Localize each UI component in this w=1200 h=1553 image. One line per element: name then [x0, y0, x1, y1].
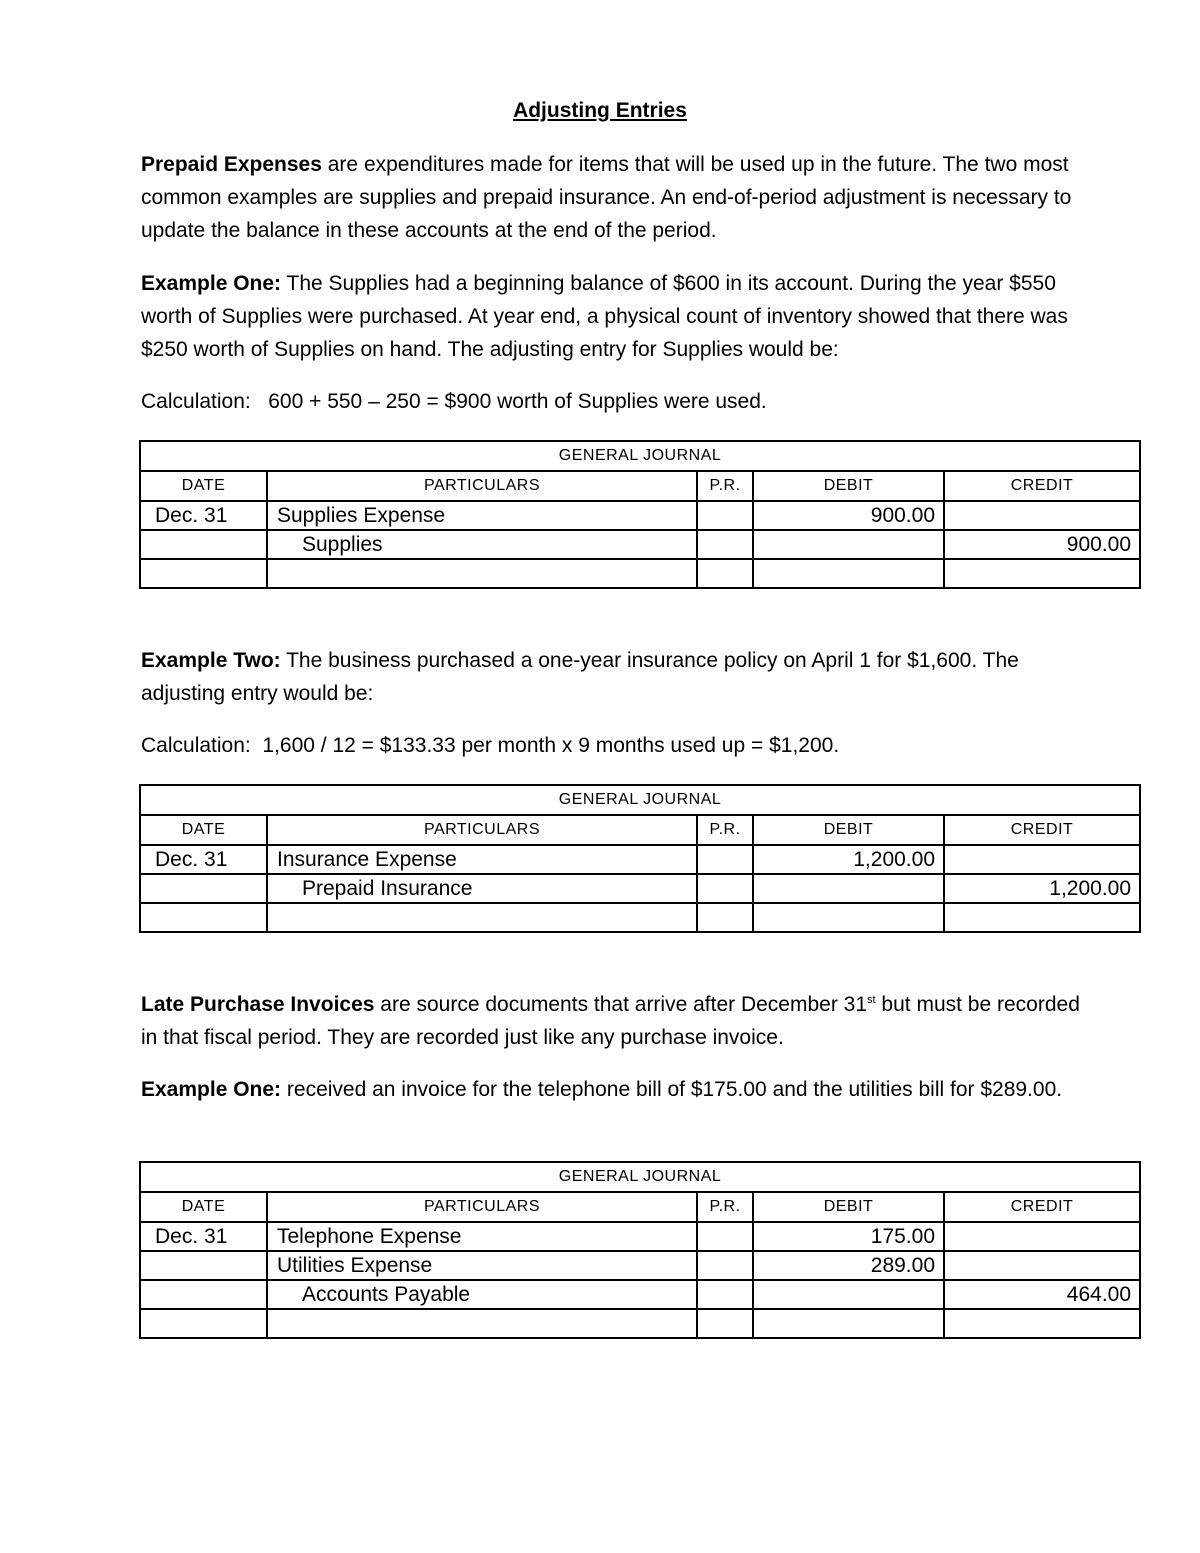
- debit-amount: [753, 1280, 944, 1309]
- example-two-label: Example Two:: [141, 649, 281, 672]
- credit-amount: 464.00: [944, 1280, 1140, 1309]
- debit-amount: 900.00: [753, 501, 944, 530]
- debit-account: [267, 1309, 697, 1338]
- entry-date: [140, 874, 267, 903]
- credit-column-header: CREDIT: [944, 1192, 1140, 1222]
- date-column-header: DATE: [140, 471, 267, 501]
- debit-amount: 289.00: [753, 1251, 944, 1280]
- journal-header-row: [140, 1192, 1140, 1222]
- journal-caption: GENERAL JOURNAL: [140, 441, 1140, 471]
- journal-row: [140, 1251, 1140, 1280]
- pr-column-header: P.R.: [697, 815, 753, 845]
- late-purchase-text-2: but must be recorded in that fiscal period. They are recorded just like any purchase invoice.: [141, 993, 1080, 1049]
- credit-amount: [944, 1309, 1140, 1338]
- date-column-header: DATE: [140, 815, 267, 845]
- debit-amount: [753, 559, 944, 588]
- debit-account: Utilities Expense: [267, 1251, 697, 1280]
- debit-amount: [753, 1309, 944, 1338]
- credit-column-header: CREDIT: [944, 471, 1140, 501]
- prepaid-expenses-term: Prepaid Expenses: [141, 153, 322, 176]
- debit-amount: [753, 903, 944, 932]
- entry-date: [140, 903, 267, 932]
- entry-pr: [697, 1251, 753, 1280]
- late-purchase-invoices-term: Late Purchase Invoices: [141, 993, 375, 1016]
- entry-pr: [697, 845, 753, 874]
- credit-amount: [944, 903, 1140, 932]
- pr-column-header: P.R.: [697, 471, 753, 501]
- entry-pr: [697, 530, 753, 559]
- debit-account: Supplies Expense: [267, 501, 697, 530]
- journal-header-row: [140, 815, 1140, 845]
- credit-account: Accounts Payable: [267, 1280, 697, 1309]
- debit-account: Telephone Expense: [267, 1222, 697, 1251]
- credit-column-header: CREDIT: [944, 815, 1140, 845]
- journal-row: [140, 874, 1140, 903]
- example-one-label: Example One:: [141, 272, 282, 295]
- entry-pr: [697, 1280, 753, 1309]
- general-journal-table-1: [139, 440, 1141, 589]
- ordinal-suffix: st: [867, 994, 876, 1006]
- credit-amount: [944, 1251, 1140, 1280]
- journal-row: [140, 530, 1140, 559]
- particulars-column-header: PARTICULARS: [267, 815, 697, 845]
- entry-pr: [697, 1309, 753, 1338]
- credit-amount: [944, 1222, 1140, 1251]
- journal-caption: GENERAL JOURNAL: [140, 1162, 1140, 1192]
- particulars-column-header: PARTICULARS: [267, 1192, 697, 1222]
- debit-amount: [753, 874, 944, 903]
- general-journal-table-3: [139, 1161, 1141, 1339]
- example-one-calculation: Calculation: 600 + 550 – 250 = $900 worth of Supplies were used.: [141, 390, 767, 413]
- example-three-text: received an invoice for the telephone bill of $175.00 and the utilities bill for $289.00.: [281, 1078, 1063, 1101]
- example-one-text: The Supplies had a beginning balance of $600 in its account. During the year $550 worth of Supplies were purchased. At year end, a physical count of inventory showed that there was $250 worth of Supplies on hand. The adjusting entry for Supplies would be:: [141, 272, 1068, 361]
- journal-row: [140, 903, 1140, 932]
- journal-row: [140, 1280, 1140, 1309]
- entry-date: Dec. 31: [140, 1222, 267, 1251]
- example-three-label: Example One:: [141, 1078, 282, 1101]
- example-two-paragraph: [141, 644, 1081, 710]
- example-three-paragraph: [141, 1073, 1081, 1106]
- entry-date: Dec. 31: [140, 501, 267, 530]
- example-one-paragraph: [141, 267, 1081, 366]
- entry-pr: [697, 874, 753, 903]
- entry-date: [140, 1251, 267, 1280]
- credit-account: Supplies: [267, 530, 697, 559]
- debit-column-header: DEBIT: [753, 1192, 944, 1222]
- debit-account: [267, 903, 697, 932]
- entry-date: [140, 530, 267, 559]
- credit-account: Prepaid Insurance: [267, 874, 697, 903]
- debit-account: Insurance Expense: [267, 845, 697, 874]
- debit-column-header: DEBIT: [753, 815, 944, 845]
- entry-pr: [697, 1222, 753, 1251]
- debit-amount: 175.00: [753, 1222, 944, 1251]
- entry-pr: [697, 903, 753, 932]
- entry-pr: [697, 501, 753, 530]
- particulars-column-header: PARTICULARS: [267, 471, 697, 501]
- pr-column-header: P.R.: [697, 1192, 753, 1222]
- late-purchase-text-1: are source documents that arrive after December 31: [374, 993, 868, 1016]
- date-column-header: DATE: [140, 1192, 267, 1222]
- journal-row: [140, 1222, 1140, 1251]
- journal-row: [140, 559, 1140, 588]
- journal-caption-row: [140, 1162, 1140, 1192]
- journal-caption: GENERAL JOURNAL: [140, 785, 1140, 815]
- entry-date: Dec. 31: [140, 845, 267, 874]
- entry-date: [140, 1280, 267, 1309]
- prepaid-expenses-paragraph: [141, 148, 1081, 247]
- entry-pr: [697, 559, 753, 588]
- general-journal-table-2: [139, 784, 1141, 933]
- credit-amount: [944, 501, 1140, 530]
- late-purchase-invoices-paragraph: [141, 988, 1081, 1054]
- debit-amount: 1,200.00: [753, 845, 944, 874]
- credit-amount: 900.00: [944, 530, 1140, 559]
- example-two-calculation: Calculation: 1,600 / 12 = $133.33 per month x 9 months used up = $1,200.: [141, 734, 840, 757]
- prepaid-expenses-text: are expenditures made for items that will be used up in the future. The two most common examples are supplies and prepaid insurance. An end-of-period adjustment is necessary to update the balance in these accounts at the end of the period.: [141, 153, 1072, 242]
- journal-row: [140, 845, 1140, 874]
- credit-amount: [944, 559, 1140, 588]
- entry-date: [140, 1309, 267, 1338]
- journal-header-row: [140, 471, 1140, 501]
- credit-amount: 1,200.00: [944, 874, 1140, 903]
- example-two-text: The business purchased a one-year insurance policy on April 1 for $1,600. The adjusting entry would be:: [141, 649, 1019, 705]
- journal-row: [140, 1309, 1140, 1338]
- credit-amount: [944, 845, 1140, 874]
- debit-account: [267, 559, 697, 588]
- journal-row: [140, 501, 1140, 530]
- page-title: Adjusting Entries: [513, 99, 687, 122]
- debit-amount: [753, 530, 944, 559]
- journal-caption-row: [140, 441, 1140, 471]
- entry-date: [140, 559, 267, 588]
- debit-column-header: DEBIT: [753, 471, 944, 501]
- journal-caption-row: [140, 785, 1140, 815]
